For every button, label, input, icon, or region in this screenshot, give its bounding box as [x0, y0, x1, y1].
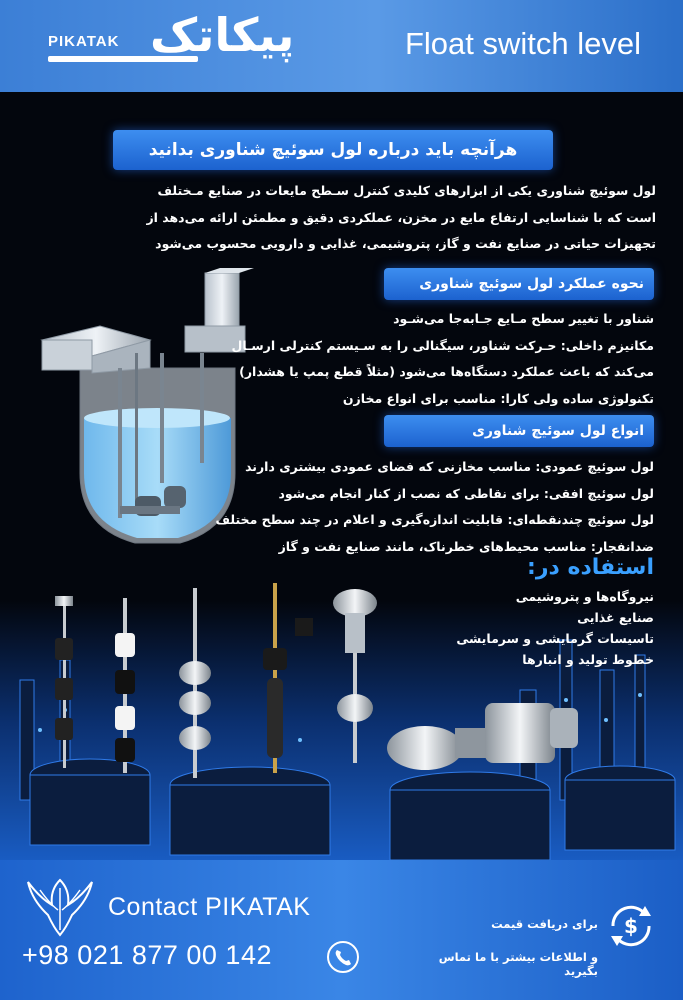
product-mounted	[263, 583, 313, 773]
types-line: لول سوئیچ چندنقطه‌ای: قابلیت اندازه‌گیری و اعلام در چند سطح مختلف	[215, 512, 654, 527]
how-line: مکانیزم داخلی: حـرکت شناور، سیگنالی را به سـیستم کنترلی ارسـال	[231, 337, 654, 353]
svg-text:$: $	[624, 914, 638, 938]
product-horizontal	[387, 703, 578, 770]
how-line: تکنولوژی ساده ولی کارا: مناسب برای انواع مخازن	[342, 390, 654, 406]
pegasus-logo-icon	[20, 870, 100, 940]
product-vertical-1	[55, 596, 73, 768]
types-line: لول سوئیچ عمودی: مناسب مخازنی که فضای عمودی بیشتری دارند	[245, 459, 654, 474]
intro-line: است که با شناسایی ارتفاع مایع در مخزن، عملکردی دقیق و مطمئن ارائه می‌دهد از	[146, 209, 656, 225]
how-line: شناور با تغییر سطح مـایع جـابه‌جا می‌شـود	[393, 311, 654, 326]
uses-item: خطوط تولید و انبارها	[522, 652, 654, 667]
product-explosion-proof	[333, 589, 377, 763]
types-line: ضدانفجار: مناسب محیط‌های خطرناک، مانند صنایع نفت و گاز	[278, 538, 654, 554]
intro-line: تجهیزات حیاتی در صنایع نفت و گاز، پتروشیمی، غذایی و دارویی محسوب می‌شود	[155, 236, 656, 251]
uses-item: تاسیسات گرمایشی و سرمایشی	[456, 631, 654, 646]
how-text	[231, 306, 654, 412]
uses-heading: استفاده در:	[527, 555, 654, 580]
product-stainless	[179, 588, 211, 778]
contact-prompt: و اطلاعات بیشتر با ما تماس بگیرید	[438, 950, 598, 978]
product-vertical-2	[115, 598, 135, 773]
contact-label: Contact PIKATAK	[108, 893, 311, 921]
intro-text	[28, 178, 656, 258]
header-bar	[0, 0, 683, 92]
brand-latin: PIKATAK	[48, 33, 120, 50]
dollar-cycle-icon	[603, 898, 659, 954]
types-text	[215, 454, 654, 560]
page-title: Float switch level	[404, 26, 641, 61]
phone-number[interactable]: +98 021 877 00 142	[22, 940, 272, 970]
uses-item: صنایع غذایی	[577, 610, 654, 625]
product-lineup	[35, 578, 635, 808]
price-prompt: برای دریافت قیمت	[491, 917, 598, 931]
types-heading: انواع لول سوئیچ شناوری	[384, 415, 654, 447]
intro-heading: هرآنچه باید درباره لول سوئیچ شناوری بدانید	[113, 130, 553, 170]
intro-line: لول سوئیچ شناوری یکی از ابزارهای کلیدی کنترل سـطح مایعات در صنایع مـختلف	[157, 183, 656, 198]
how-line: می‌کند که باعث عملکرد دستگاه‌ها می‌شود (مثلاً قطع پمپ یا هشدار)	[239, 364, 654, 379]
types-line: لول سوئیچ افقی: برای نقاطی که نصب از کنار انجام می‌شود	[278, 485, 654, 501]
how-heading: نحوه عملکرد لول سوئیچ شناوری	[384, 268, 654, 300]
uses-item: نیروگاه‌ها و پتروشیمی	[515, 589, 654, 604]
brand-logo-fa: پیکاتک	[150, 8, 295, 62]
phone-icon[interactable]	[326, 940, 360, 974]
